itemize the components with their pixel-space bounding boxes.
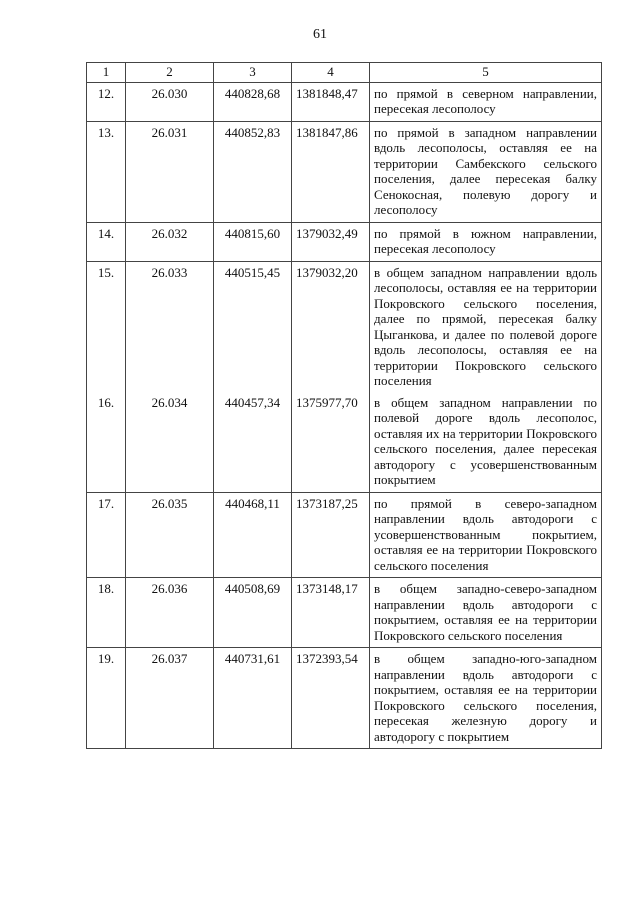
point-id: 26.030 — [126, 82, 214, 121]
row-number: 15. — [87, 261, 126, 393]
coord-y: 1372393,54 — [292, 648, 370, 749]
coord-y: 1375977,70 — [292, 393, 370, 493]
boundary-description: по прямой в южном направлении, пересекая лесополосу — [370, 222, 602, 261]
row-number: 18. — [87, 578, 126, 648]
point-id: 26.036 — [126, 578, 214, 648]
table-row — [87, 492, 602, 578]
coord-x: 440508,69 — [214, 578, 292, 648]
coord-x: 440468,11 — [214, 492, 292, 578]
coord-x: 440815,60 — [214, 222, 292, 261]
table-row — [87, 261, 602, 393]
column-header: 5 — [370, 63, 602, 83]
coord-y: 1379032,49 — [292, 222, 370, 261]
column-header: 4 — [292, 63, 370, 83]
boundary-description: по прямой в западном направлении вдоль лесополосы, оставляя ее на территории Самбекского сельского поселения, далее пересекая балку Сенокосная, полевую дорогу и лесополосу — [370, 121, 602, 222]
boundary-description: по прямой в северном направлении, пересекая лесополосу — [370, 82, 602, 121]
column-header: 3 — [214, 63, 292, 83]
boundary-description: по прямой в северо-западном направлении вдоль автодороги с усовершенствованным покрытием, оставляя ее на территории Покровского сельского поселения — [370, 492, 602, 578]
boundary-description: в общем западном направлении вдоль лесополосы, оставляя ее на территории Покровского сельского поселения, далее по прямой, пересекая балку Цыганкова, и далее по полевой дороге вдоль лесополосы, оставляя ее на территории Покровского сельского поселения — [370, 261, 602, 393]
column-header: 1 — [87, 63, 126, 83]
column-header: 2 — [126, 63, 214, 83]
row-number: 16. — [87, 393, 126, 493]
page-number: 61 — [313, 27, 327, 42]
coord-y: 1373148,17 — [292, 578, 370, 648]
coord-x: 440852,83 — [214, 121, 292, 222]
table-row — [87, 121, 602, 222]
point-id: 26.035 — [126, 492, 214, 578]
table-row — [87, 82, 602, 121]
coord-y: 1381848,47 — [292, 82, 370, 121]
point-id: 26.032 — [126, 222, 214, 261]
row-number: 17. — [87, 492, 126, 578]
coord-x: 440731,61 — [214, 648, 292, 749]
table-row — [87, 222, 602, 261]
coord-x: 440828,68 — [214, 82, 292, 121]
coord-x: 440457,34 — [214, 393, 292, 493]
table-row — [87, 393, 602, 493]
point-id: 26.031 — [126, 121, 214, 222]
row-number: 19. — [87, 648, 126, 749]
row-number: 13. — [87, 121, 126, 222]
row-number: 12. — [87, 82, 126, 121]
point-id: 26.034 — [126, 393, 214, 493]
point-id: 26.037 — [126, 648, 214, 749]
boundary-description: в общем западно-юго-западном направлении вдоль автодороги с покрытием, оставляя ее на территории Покровского сельского поселения, пересекая железную дорогу и автодорогу с покрытием — [370, 648, 602, 749]
table-header-row — [87, 63, 602, 83]
point-id: 26.033 — [126, 261, 214, 393]
boundary-description: в общем западном направлении по полевой дороге вдоль лесополос, оставляя их на территории Покровского сельского поселения, далее пересекая автодорогу с усовершенствованным покрытием — [370, 393, 602, 493]
boundary-description: в общем западно-северо-западном направлении вдоль автодороги с покрытием, оставляя ее на территории Покровского сельского поселения — [370, 578, 602, 648]
boundary-table — [86, 62, 602, 749]
coord-y: 1373187,25 — [292, 492, 370, 578]
coord-y: 1379032,20 — [292, 261, 370, 393]
table-row — [87, 578, 602, 648]
row-number: 14. — [87, 222, 126, 261]
table-row — [87, 648, 602, 749]
coord-x: 440515,45 — [214, 261, 292, 393]
coord-y: 1381847,86 — [292, 121, 370, 222]
